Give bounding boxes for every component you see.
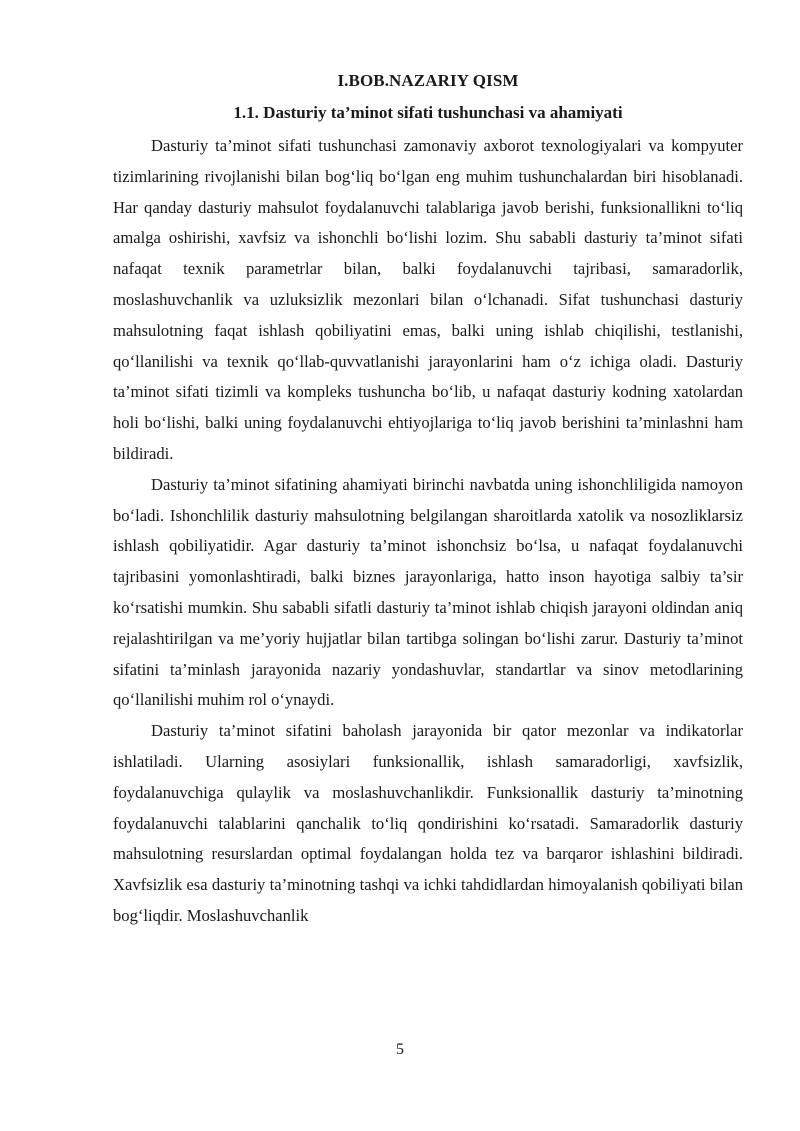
paragraph-1: Dasturiy ta’minot sifati tushunchasi zamonaviy axborot texnologiyalari va kompyuter tizimlarining rivojlanishi bilan bog‘liq bo‘lgan eng muhim tushunchalardan biri hisoblanadi. Har qanday dasturiy mahsulot foydalanuvchi talablariga javob berishi, funksionallikni to‘liq amalga oshirishi, xavfsiz va ishonchli bo‘lishi lozim. Shu sababli dasturiy ta’minot sifati nafaqat texnik parametrlar bilan, balki foydalanuvchi tajribasi, samaradorlik, moslashuvchanlik va uzluksizlik mezonlari bilan o‘lchanadi. Sifat tushunchasi dasturiy mahsulotning faqat ishlash qobiliyatini emas, balki uning ishlab chiqilishi, testlanishi, qo‘llanilishi va texnik qo‘llab-quvvatlanishi jarayonlarini ham o‘z ichiga oladi. Dasturiy ta’minot sifati tizimli va kompleks tushuncha bo‘lib, u nafaqat dasturiy kodning xatolardan holi bo‘lishi, balki uning foydalanuvchi ehtiyojlariga to‘liq javob berishini ta’minlashni ham bildiradi.: [113, 136, 743, 463]
page-number: 5: [396, 1041, 404, 1058]
document-page: [113, 70, 743, 932]
paragraph-2: Dasturiy ta’minot sifatining ahamiyati birinchi navbatda uning ishonchliligida namoyon bo‘ladi. Ishonchlilik dasturiy mahsulotning belgilangan sharoitlarda xatolik va nosozliklarsiz ishlash qobiliyatidir. Agar dasturiy ta’minot ishonchsiz bo‘lsa, u nafaqat foydalanuvchi tajribasini yomonlashtiradi, balki biznes jarayonlariga, hatto inson hayotiga salbiy ta’sir ko‘rsatishi mumkin. Shu sababli sifatli dasturiy ta’minot ishlab chiqish jarayoni oldindan aniq rejalashtirilgan va me’yoriy hujjatlar bilan tartibga solingan bo‘lishi zarur. Dasturiy ta’minot sifatini ta’minlash jarayonida nazariy yondashuvlar, standartlar va sinov metodlarining qo‘llanilishi muhim rol o‘ynaydi.: [113, 474, 743, 710]
chapter-title: I.BOB.NAZARIY QISM: [337, 71, 519, 90]
section-title: 1.1. Dasturiy ta’minot sifati tushunchasi va ahamiyati: [233, 103, 623, 122]
paragraph-3: Dasturiy ta’minot sifatini baholash jarayonida bir qator mezonlar va indikatorlar ishlatiladi. Ularning asosiylari funksionallik, ishlash samaradorligi, xavfsizlik, foydalanuvchiga qulaylik va moslashuvchanlikdir. Funksionallik dasturiy ta’minotning foydalanuvchi talablarini qanchalik to‘liq qondirishini ko‘rsatadi. Samaradorlik dasturiy mahsulotning resurslardan optimal foydalangan holda tez va barqaror ishlashini bildiradi. Xavfsizlik esa dasturiy ta’minotning tashqi va ichki tahdidlardan himoyalanish qobiliyati bilan bog‘liqdir. Moslashuvchanlik: [113, 721, 743, 925]
